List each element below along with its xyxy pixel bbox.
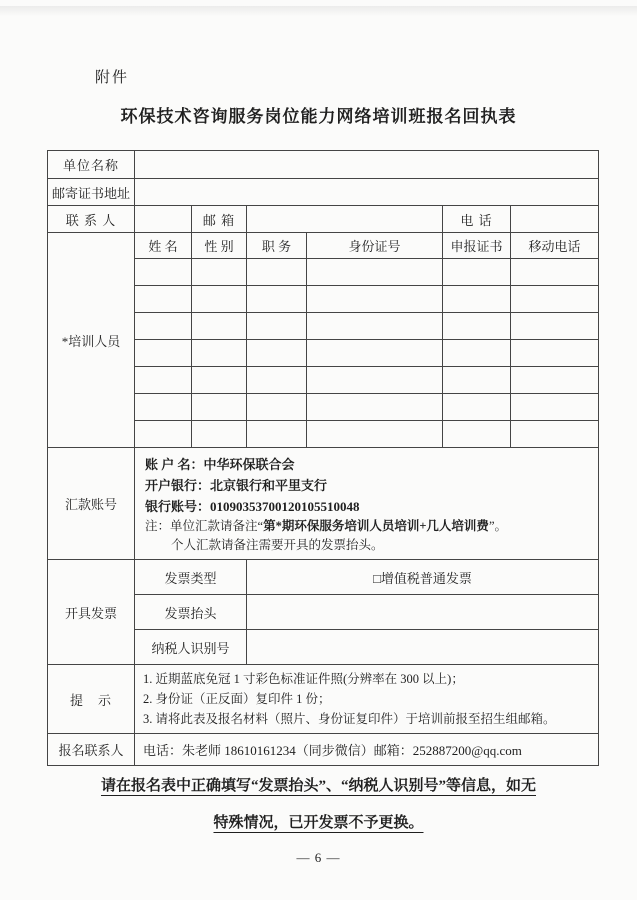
mailing-address-value-cell (135, 179, 599, 206)
unit-name-value-cell (135, 151, 599, 179)
row-tips (48, 665, 599, 734)
invoice-type-label: 发票类型 (135, 560, 247, 595)
remittance-note-memo: 第*期环保服务培训人员培训+几人培训费 (263, 519, 489, 533)
remittance-bank: 开户银行：北京银行和平里支行 (145, 478, 328, 493)
remittance-account-number: 银行账号：01090353700120105510048 (145, 499, 360, 514)
row-mailing-address (48, 179, 599, 206)
footer-warning-line1: 请在报名表中正确填写“发票抬头”、“纳税人识别号”等信息，如无 (100, 778, 536, 794)
registration-contact-label: 报名联系人 (48, 734, 135, 766)
taxpayer-id-label: 纳税人识别号 (135, 630, 247, 665)
invoice-title-label: 发票抬头 (135, 595, 247, 630)
row-trainee-header (48, 233, 599, 259)
phone-value-cell (511, 206, 599, 233)
col-header-certificate: 申报证书 (443, 233, 511, 259)
remittance-label: 汇款账号 (48, 448, 135, 560)
remittance-note: 注：单位汇款请备注“第*期环保服务培训人员培训+几人培训费”。 (145, 519, 507, 533)
footer-warning (0, 768, 637, 842)
row-remittance (48, 448, 599, 560)
invoice-label: 开具发票 (48, 560, 135, 665)
row-unit-name (48, 151, 599, 179)
invoice-type-value: □增值税普通发票 (247, 560, 599, 595)
footer-warning-line2: 特殊情况，已开发票不予更换。 (213, 815, 424, 831)
remittance-account-name: 账 户 名：中华环保联合会 (145, 457, 295, 472)
row-contact (48, 206, 599, 233)
invoice-title-value-cell (247, 595, 599, 630)
registration-contact-value: 电话：朱老师 18610161234（同步微信）邮箱：252887200@qq.com (135, 734, 599, 766)
remittance-details-cell (135, 448, 599, 560)
tips-label: 提 示 (48, 665, 135, 734)
email-label: 邮 箱 (192, 206, 247, 233)
mailing-address-label: 邮寄证书地址 (48, 179, 135, 206)
email-value-cell (247, 206, 443, 233)
unit-name-label: 单位名称 (48, 151, 135, 179)
tips-content-cell (135, 665, 599, 734)
row-registration-contact (48, 734, 599, 766)
col-header-gender: 性 别 (192, 233, 247, 259)
col-header-id-number: 身份证号 (307, 233, 443, 259)
registration-form-table (47, 150, 599, 766)
tips-item-1: 1. 近期蓝底免冠 1 寸彩色标准证件照(分辨率在 300 以上)； (143, 672, 464, 686)
tips-item-2: 2. 身份证（正反面）复印件 1 份； (143, 692, 331, 706)
contact-name-cell (135, 206, 192, 233)
contact-label: 联 系 人 (48, 206, 135, 233)
phone-label: 电 话 (443, 206, 511, 233)
col-header-mobile: 移动电话 (511, 233, 599, 259)
remittance-note-line2: 个人汇款请备注需要开具的发票抬头。 (171, 538, 384, 552)
trainees-label: *培训人员 (48, 233, 135, 448)
attachment-label: 附件 (95, 70, 130, 86)
tips-item-3: 3. 请将此表及报名材料（照片、身份证复印件）于培训前报至招生组邮箱。 (143, 712, 556, 726)
scan-artifact (0, 6, 637, 16)
col-header-position: 职 务 (247, 233, 307, 259)
page-number: — 6 — (296, 850, 341, 865)
col-header-name: 姓 名 (135, 233, 192, 259)
taxpayer-id-value-cell (247, 630, 599, 665)
row-invoice-type (48, 560, 599, 595)
page-title: 环保技术咨询服务岗位能力网络培训班报名回执表 (120, 107, 517, 126)
